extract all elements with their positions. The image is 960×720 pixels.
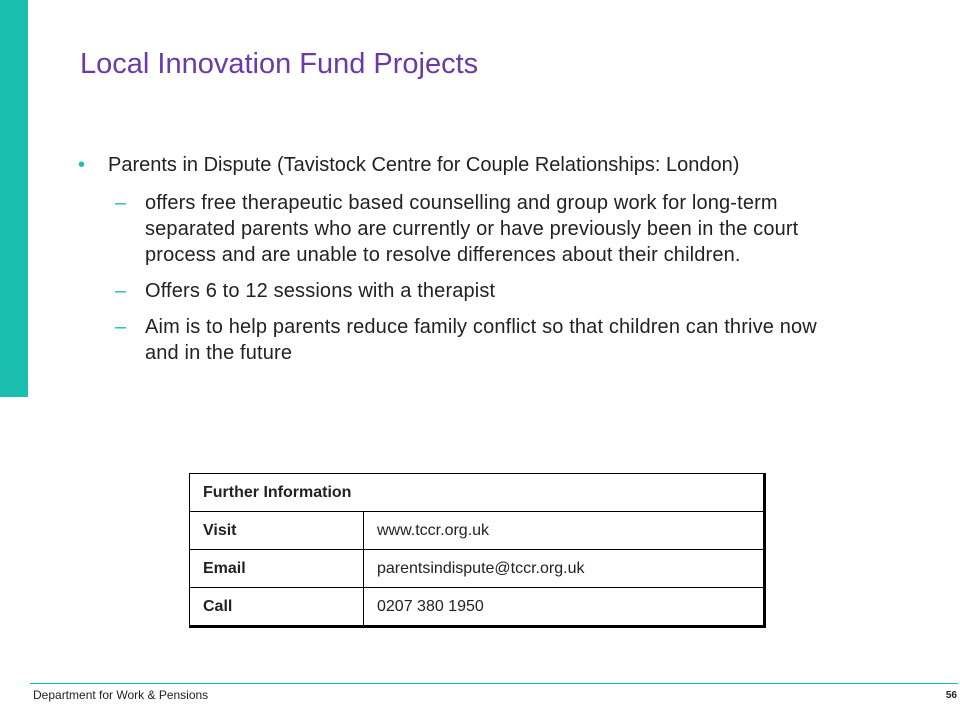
accent-bar xyxy=(0,0,28,397)
footer-divider xyxy=(30,683,958,684)
dash-icon: – xyxy=(115,316,127,338)
sub-item-text: Aim is to help parents reduce family conflict so that children can thrive now and in the future xyxy=(145,316,817,364)
row-label: Email xyxy=(190,550,364,588)
table-header: Further Information xyxy=(190,474,765,512)
bullet-item xyxy=(78,152,878,178)
dash-icon: – xyxy=(115,192,127,214)
dash-icon: – xyxy=(115,280,127,302)
sub-item xyxy=(115,314,878,366)
row-label: Call xyxy=(190,588,364,627)
slide-title: Local Innovation Fund Projects xyxy=(80,48,479,80)
sub-item xyxy=(115,190,878,268)
bullet-icon: • xyxy=(78,154,86,176)
email-link[interactable]: parentsindispute@tccr.org.uk xyxy=(364,550,765,588)
sub-item-text: offers free therapeutic based counselling and group work for long-term separated parents who are currently or have previously been in the court process and are unable to resolve differences about their children. xyxy=(145,192,799,266)
phone-number: 0207 380 1950 xyxy=(364,588,765,627)
sub-item xyxy=(115,278,878,304)
slide-content xyxy=(78,152,878,376)
page-number: 56 xyxy=(945,690,957,701)
table-row xyxy=(190,550,765,588)
footer-department: Department for Work & Pensions xyxy=(33,688,209,702)
further-information-table xyxy=(189,473,766,628)
table-row xyxy=(190,512,765,550)
table-header-row xyxy=(190,474,765,512)
bullet-text: Parents in Dispute (Tavistock Centre for Couple Relationships: London) xyxy=(108,154,740,176)
row-label: Visit xyxy=(190,512,364,550)
sub-list xyxy=(78,190,878,366)
sub-item-text: Offers 6 to 12 sessions with a therapist xyxy=(145,280,496,302)
table-row xyxy=(190,588,765,627)
website-link[interactable]: www.tccr.org.uk xyxy=(364,512,765,550)
